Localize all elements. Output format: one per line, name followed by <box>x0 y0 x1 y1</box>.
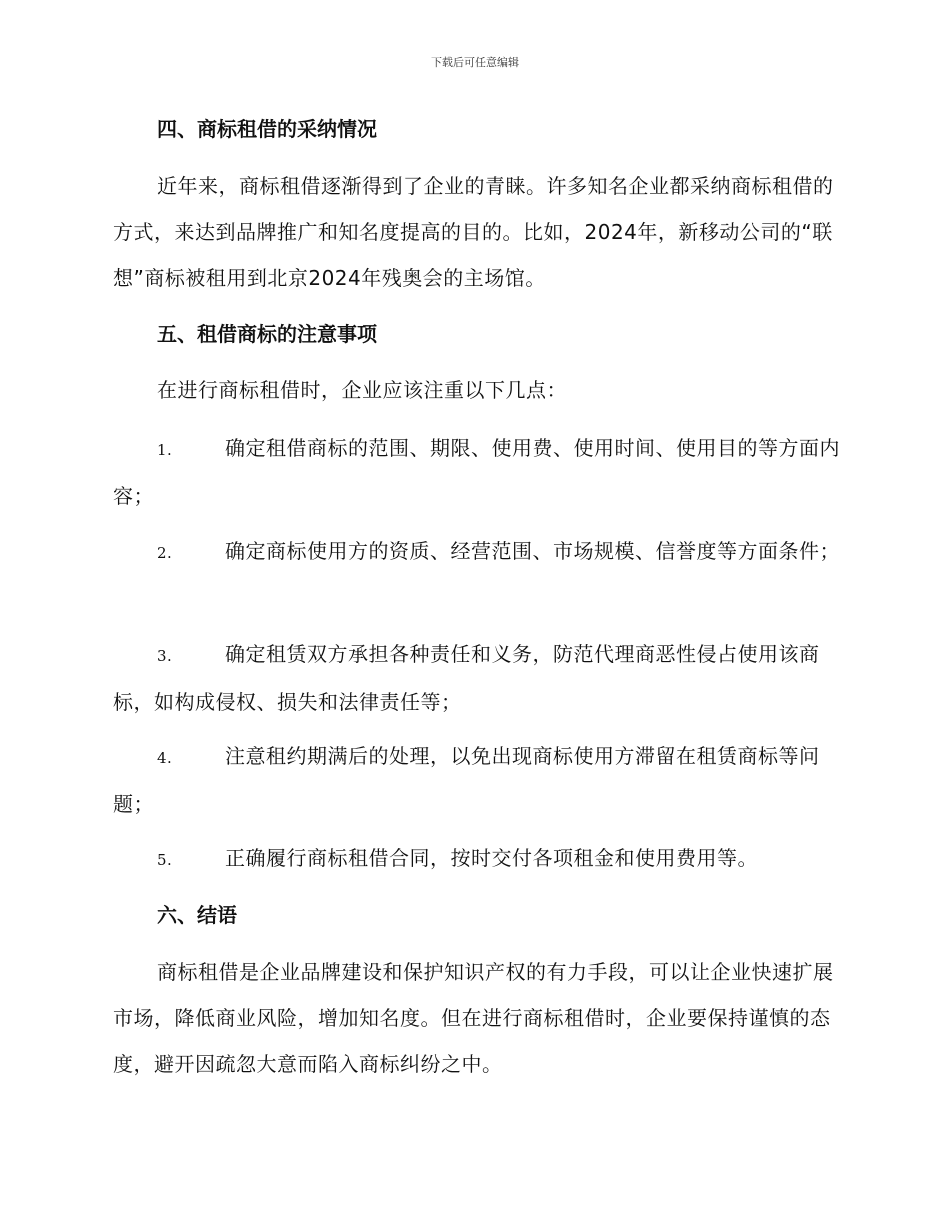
paragraph-conclusion: 商标租借是企业品牌建设和保护知识产权的有力手段，可以让企业快速扩展市场，降低商业风险，增加知名度。但在进行商标租借时，企业要保持谨慎的态度，避开因疏忽大意而陷入商标纠纷之中。 <box>113 960 834 1076</box>
list-item-text: 注意租约期满后的处理，以免出现商标使用方滞留在租赁商标等问题； <box>113 744 820 816</box>
paragraph-adoption: 近年来，商标租借逐渐得到了企业的青睐。许多知名企业都采纳商标租借的方式，来达到品牌推广和知名度提高的目的。比如，2024年，新移动公司的“联想”商标被租用到北京2024年残奥会的主场馆。 <box>113 174 834 290</box>
list-item-text: 确定商标使用方的资质、经营范围、市场规模、信誉度等方面条件； <box>225 539 840 563</box>
list-item-text: 确定租借商标的范围、期限、使用费、使用时间、使用目的等方面内容； <box>113 436 840 508</box>
section-heading-precautions: 五、租借商标的注意事项 <box>157 322 377 346</box>
list-item-number: 4. <box>157 749 173 767</box>
list-item <box>113 835 841 883</box>
list-item <box>113 425 841 519</box>
list-item-number: 1. <box>157 441 173 459</box>
list-item-number: 3. <box>157 647 173 665</box>
section-heading-conclusion: 六、结语 <box>157 903 237 927</box>
list-item <box>113 631 841 725</box>
page-header: 下载后可任意编辑 <box>431 56 519 69</box>
list-item-number: 2. <box>157 544 173 562</box>
list-item-text: 确定租赁双方承担各种责任和义务，防范代理商恶性侵占使用该商标，如构成侵权、损失和法律责任等； <box>113 642 820 714</box>
list-item-text: 正确履行商标租借合同，按时交付各项租金和使用费用等。 <box>225 846 758 870</box>
list-item-number: 5. <box>157 851 173 869</box>
paragraph-precautions-intro: 在进行商标租借时，企业应该注重以下几点： <box>157 378 567 402</box>
list-item <box>113 733 841 827</box>
section-heading-adoption: 四、商标租借的采纳情况 <box>157 117 377 141</box>
list-item <box>113 528 841 576</box>
